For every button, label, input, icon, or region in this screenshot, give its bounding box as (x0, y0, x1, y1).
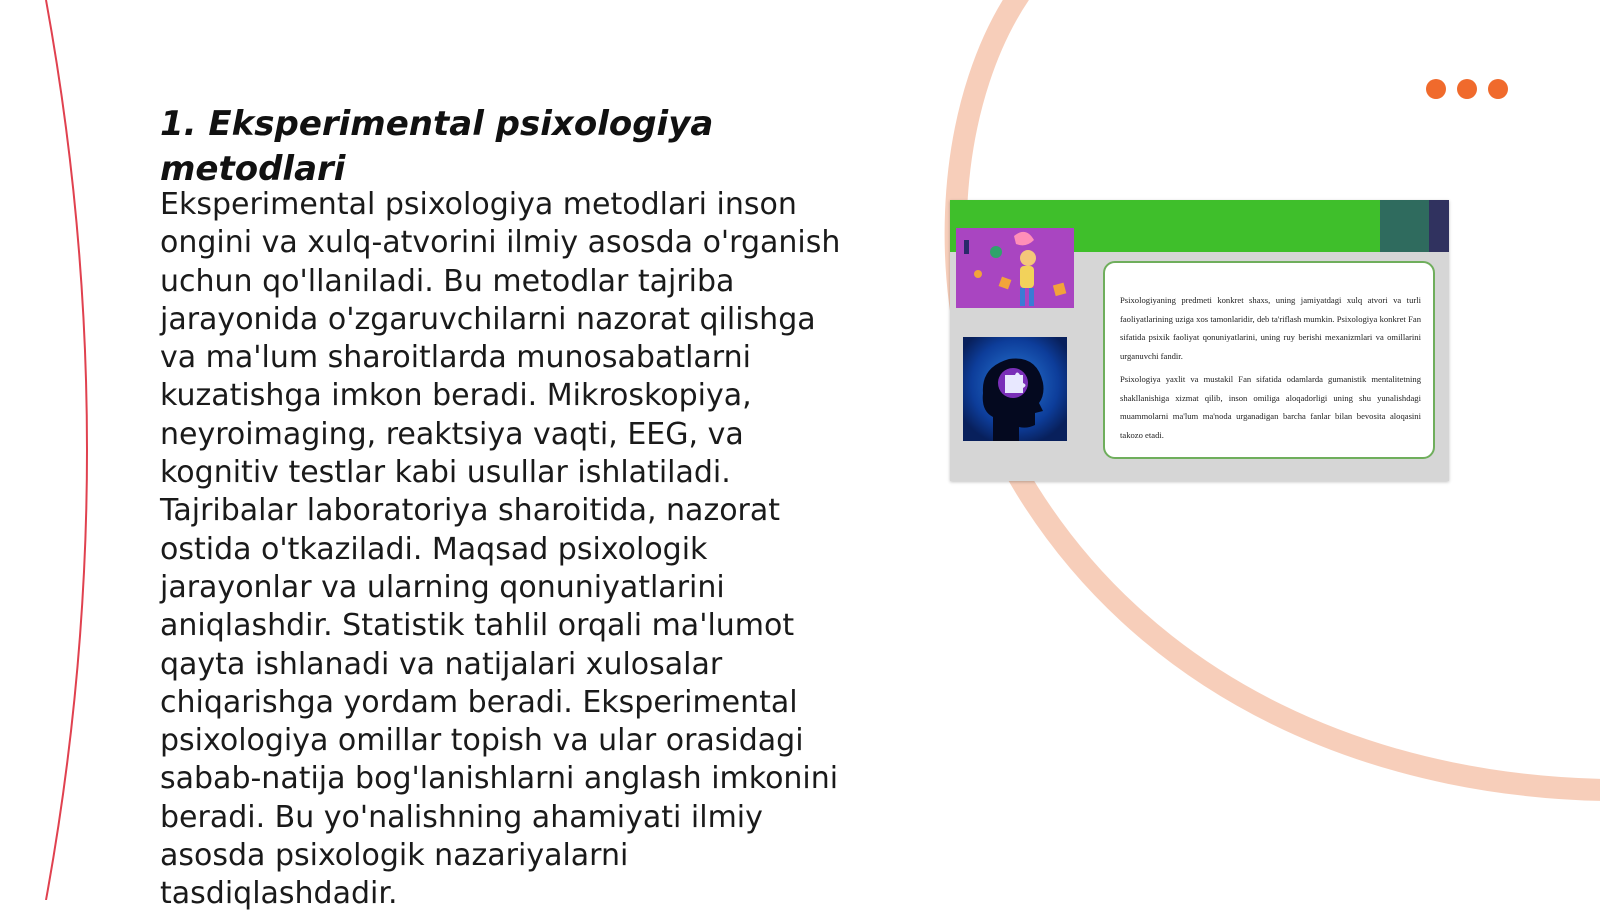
figure-header-accent-navy (1429, 200, 1449, 252)
figure-text-card (1103, 261, 1435, 459)
embedded-slide-image (950, 200, 1449, 481)
dot-icon (1488, 79, 1508, 99)
slide-body-text: Eksperimental psixologiya metodlari inson ongini va xulq-atvorini ilmiy asosda o'rganish uchun qo'llaniladi. Bu metodlar tajriba jarayonida o'zgaruvchilarni nazorat qilishga va ma'lum sharoitlarda munosabatlarni kuzatishga imkon beradi. Mikroskopiya, neyroimaging, reaktsiya vaqti, EEG, va kognitiv testlar kabi usullar ishlatiladi. Tajribalar laboratoriya sharoitida, nazorat ostida o'tkaziladi. Maqsad psixologik jarayonlar va ularning qonuniyatlarini aniqlashdir. Statistik tahlil orqali ma'lumot qayta ishlanadi va natijalari xulosalar chiqarishga yordam beradi. Eksperimental psixologiya omillar topish va ular orasidagi sabab-natija bog'lanishlarni anglash imkonini beradi. Bu yo'nalishning ahamiyati ilmiy asosda psixologik nazariyalarni tasdiqlashdadir. (160, 187, 841, 912)
figure-header-accent (1380, 200, 1429, 252)
dot-icon (1426, 79, 1446, 99)
decorative-dots (1426, 79, 1508, 99)
dot-icon (1457, 79, 1477, 99)
figure-paragraph: Psixologiyaning predmeti konkret shaxs, uning jamiyatdagi xulq atvori va turli faoliyatlarining uziga xos tamonlaridir, deb ta'riflash mumkin. Psixologiya konkret Fan sifatida psixik faoliyat qonuniyatlarini, uning ruy berishi mexanizmlari va omillarini urganuvchi fandir. (1120, 295, 1421, 361)
figure-paragraph: Psixologiya yaxlit va mustakil Fan sifatida odamlarda gumanistik mentalitetning shakllanishiga xizmat qilib, inson omiliga aloqadorligi uning shu yunalishdagi muammolarni ma'lum ma'noda urganadigan barcha fanlar bilan bevosita aloqasini takozo etadi. (1120, 374, 1421, 440)
slide-title: 1. Eksperimental psixologiya metodlari (160, 104, 714, 189)
head-silhouette-puzzle-icon (963, 337, 1067, 441)
left-red-arc (46, 0, 87, 900)
cartoon-illustration-image (956, 228, 1074, 308)
